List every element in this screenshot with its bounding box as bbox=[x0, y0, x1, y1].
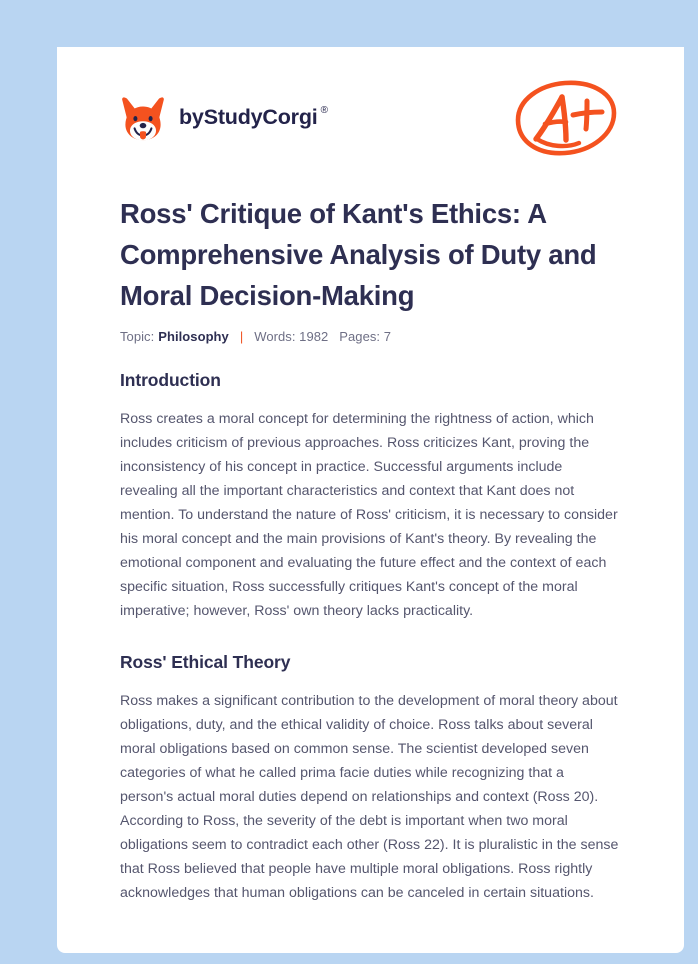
document-header bbox=[120, 76, 621, 160]
meta-page-count: Pages: 7 bbox=[339, 329, 392, 344]
document-sheet bbox=[57, 47, 684, 953]
brand-name: StudyCorgi bbox=[203, 105, 318, 130]
brand-wordmark bbox=[179, 107, 328, 129]
page-title: Ross' Critique of Kant's Ethics: A Comprehensive Analysis of Duty and Moral Decision-Making bbox=[120, 198, 597, 311]
meta-separator: | bbox=[239, 329, 244, 344]
section-paragraph: Ross creates a moral concept for determining the rightness of action, which includes criticism of previous approaches. Ross criticizes Kant, proving the inconsistency of his concept in practice. Successful arguments include revealing all the important characteristics and context that Kant does not mention. To understand the nature of Ross' criticism, it is necessary to consider his moral concept and the main provisions of Kant's theory. By revealing the emotional component and evaluating the future effect and the context of each specific situation, Ross successfully critiques Kant's concept of the moral imperative; however, Ross' own theory lacks practicality. bbox=[120, 411, 618, 619]
meta-topic-value[interactable]: Philosophy bbox=[158, 329, 229, 344]
section-heading: Introduction bbox=[120, 370, 221, 390]
a-plus-badge-icon bbox=[513, 77, 619, 160]
document-content bbox=[57, 47, 684, 905]
section-ross-ethical-theory bbox=[120, 652, 621, 905]
document-body bbox=[120, 370, 621, 905]
document-meta bbox=[120, 329, 621, 344]
section-heading: Ross' Ethical Theory bbox=[120, 652, 291, 672]
meta-word-count: Words: 1982 bbox=[254, 329, 329, 344]
meta-topic-label: Topic: bbox=[120, 329, 155, 344]
corgi-logo-icon bbox=[120, 94, 166, 142]
registered-mark-icon: ® bbox=[320, 105, 328, 117]
section-introduction bbox=[120, 370, 621, 623]
section-paragraph: Ross makes a significant contribution to the development of moral theory about obligations, duty, and the ethical validity of choice. Ross talks about several moral obligations based on common sense. The scientist developed seven categories of what he called prima facie duties while recognizing that a person's actual moral duties depend on relationships and context (Ross 20). According to Ross, the severity of the debt is important when two moral obligations seem to contradict each other (Ross 22). It is pluralistic in the sense that Ross believed that people have multiple moral obligations. Ross rightly acknowledges that human obligations can be canceled in certain situations. bbox=[120, 693, 619, 901]
brand-lockup[interactable] bbox=[120, 94, 328, 142]
brand-prefix: by bbox=[179, 105, 204, 130]
